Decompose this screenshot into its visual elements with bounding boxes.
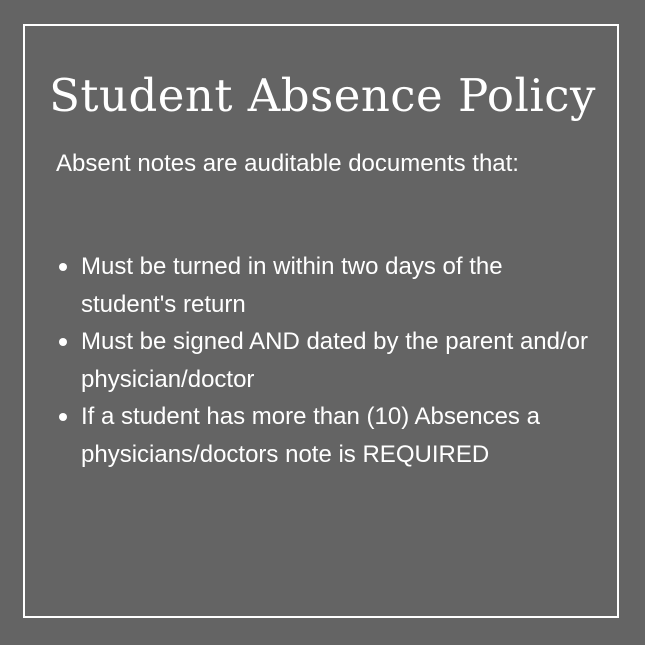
list-item-text: If a student has more than (10) Absences a physicians/doctors note is REQUIRED bbox=[81, 403, 540, 468]
bullet-icon bbox=[59, 413, 67, 421]
policy-list bbox=[81, 248, 601, 473]
intro-text: Absent notes are auditable documents that: bbox=[56, 150, 519, 177]
page-title: Student Absence Policy bbox=[49, 69, 596, 122]
bullet-icon bbox=[59, 263, 67, 271]
list-item bbox=[81, 323, 601, 398]
list-item bbox=[81, 398, 601, 473]
list-item-text: Must be signed AND dated by the parent and/or physician/doctor bbox=[81, 328, 588, 393]
list-item-text: Must be turned in within two days of the student's return bbox=[81, 253, 503, 318]
list-item bbox=[81, 248, 601, 323]
bullet-icon bbox=[59, 338, 67, 346]
